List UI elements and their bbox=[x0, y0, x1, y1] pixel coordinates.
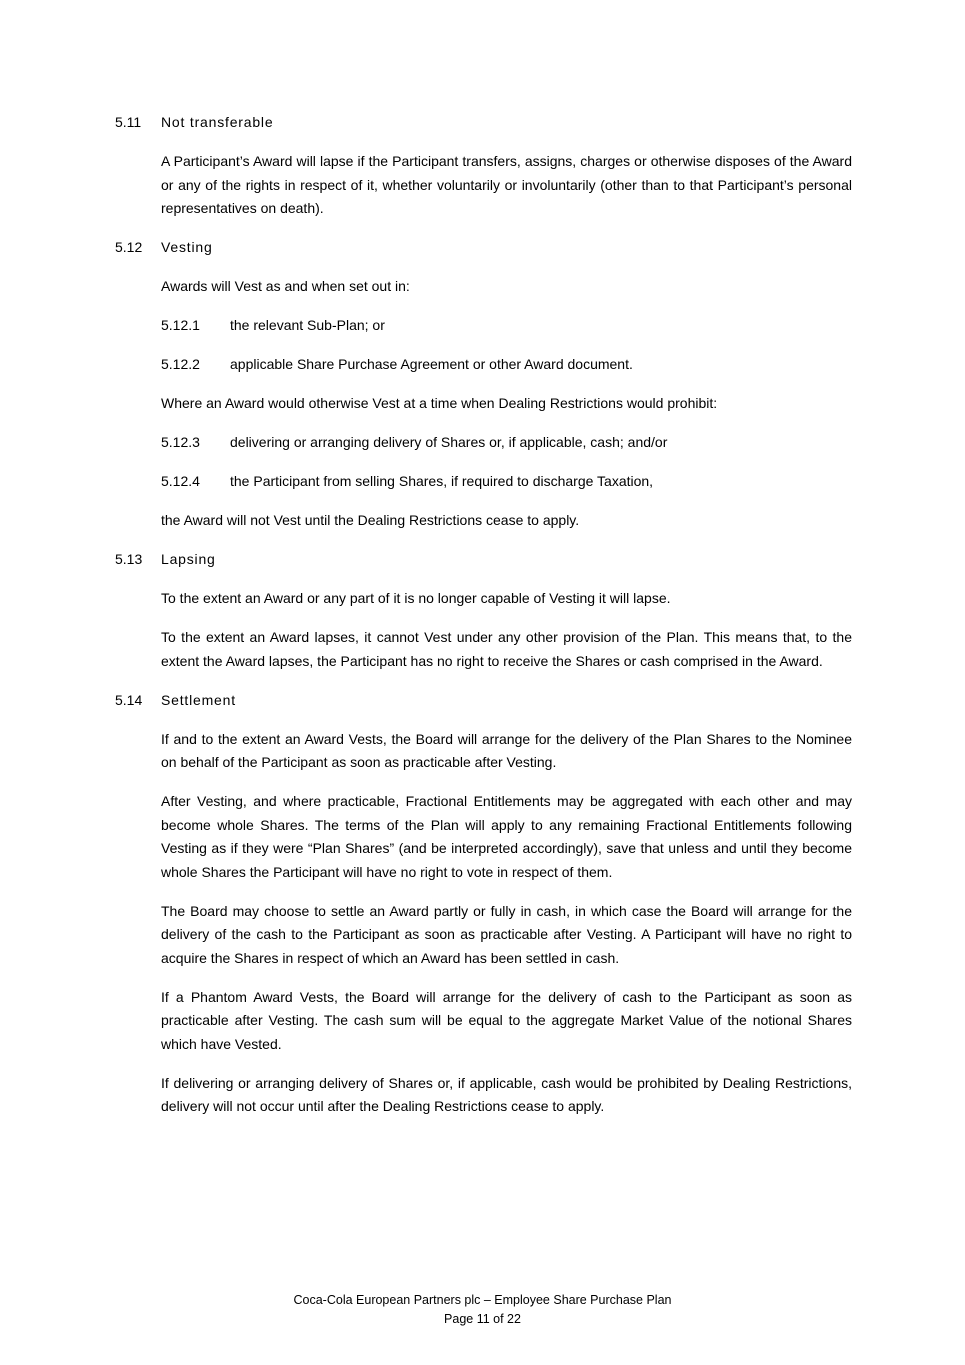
numbered-clause bbox=[161, 431, 852, 455]
numbered-clause bbox=[161, 314, 852, 338]
page-footer bbox=[0, 1291, 965, 1328]
clause-number: 5.12.3 bbox=[161, 434, 200, 450]
document-section bbox=[115, 548, 852, 673]
document-section bbox=[115, 111, 852, 221]
footer-page-number: Page 11 of 22 bbox=[444, 1311, 521, 1326]
section-heading-row bbox=[115, 689, 852, 713]
section-number: 5.11 bbox=[115, 114, 142, 130]
paragraph: A Participant’s Award will lapse if the Participant transfers, assigns, charges or otherwise disposes of the Award or any of the rights in respect of it, whether voluntarily or involuntarily (other than to that Participant’s personal representatives on death). bbox=[161, 153, 852, 216]
paragraph: If delivering or arranging delivery of Shares or, if applicable, cash would be prohibited by Dealing Restrictions, delivery will not occur until after the Dealing Restrictions cease to apply. bbox=[161, 1074, 852, 1114]
document-content bbox=[115, 111, 852, 1134]
section-heading-row bbox=[115, 548, 852, 572]
clause-text: the relevant Sub-Plan; or bbox=[230, 317, 385, 333]
paragraph: To the extent an Award or any part of it is no longer capable of Vesting it will lapse. bbox=[161, 590, 671, 606]
clause-number: 5.12.2 bbox=[161, 356, 200, 372]
section-heading-row bbox=[115, 111, 852, 135]
section-number: 5.13 bbox=[115, 551, 143, 567]
numbered-clause bbox=[161, 353, 852, 377]
section-heading: Not transferable bbox=[161, 114, 274, 130]
section-heading: Settlement bbox=[161, 691, 236, 708]
paragraph: If a Phantom Award Vests, the Board will arrange for the delivery of cash to the Participant as soon as practicable after Vesting. The cash sum will be equal to the aggregate Market Value of the notional Shares which have Vested. bbox=[161, 988, 852, 1052]
section-number: 5.14 bbox=[115, 691, 143, 708]
paragraph: Where an Award would otherwise Vest at a time when Dealing Restrictions would prohibit: bbox=[161, 395, 718, 411]
paragraph: Awards will Vest as and when set out in: bbox=[161, 278, 410, 294]
section-heading: Lapsing bbox=[161, 551, 216, 567]
section-heading: Vesting bbox=[161, 239, 213, 255]
paragraph: The Board may choose to settle an Award partly or fully in cash, in which case the Board will arrange for the delivery of the cash to the Participant as soon as practicable after Vesting. A Participant will have no right to acquire the Shares in respect of which an Award has been settled in cash. bbox=[161, 902, 852, 966]
clause-number: 5.12.1 bbox=[161, 317, 200, 333]
paragraph: If and to the extent an Award Vests, the Board will arrange for the delivery of the Plan Shares to the Nominee on behalf of the Participant as soon as practicable after Vesting. bbox=[161, 730, 852, 770]
footer-document-title: Coca-Cola European Partners plc – Employee Share Purchase Plan bbox=[293, 1293, 672, 1307]
paragraph: After Vesting, and where practicable, Fractional Entitlements may be aggregated with each other and may become whole Shares. The terms of the Plan will apply to any remaining Fractional Entitlements following Vesting as if they were “Plan Shares” (and be interpreted accordingly), save that unless and until they become whole Shares the Participant will have no right to vote in respect of them. bbox=[161, 793, 852, 880]
clause-text: delivering or arranging delivery of Shares or, if applicable, cash; and/or bbox=[230, 434, 668, 450]
section-number: 5.12 bbox=[115, 239, 143, 255]
document-section bbox=[115, 236, 852, 533]
paragraph: the Award will not Vest until the Dealing Restrictions cease to apply. bbox=[161, 512, 580, 528]
clause-text: applicable Share Purchase Agreement or other Award document. bbox=[230, 356, 633, 372]
clause-number: 5.12.4 bbox=[161, 473, 200, 489]
section-heading-row bbox=[115, 236, 852, 260]
paragraph: To the extent an Award lapses, it cannot Vest under any other provision of the Plan. This means that, to the extent the Award lapses, the Participant has no right to receive the Shares or cash comprised in the Award. bbox=[161, 629, 852, 669]
numbered-clause bbox=[161, 470, 852, 494]
clause-text: the Participant from selling Shares, if required to discharge Taxation, bbox=[230, 473, 654, 489]
document-section bbox=[115, 689, 852, 1119]
